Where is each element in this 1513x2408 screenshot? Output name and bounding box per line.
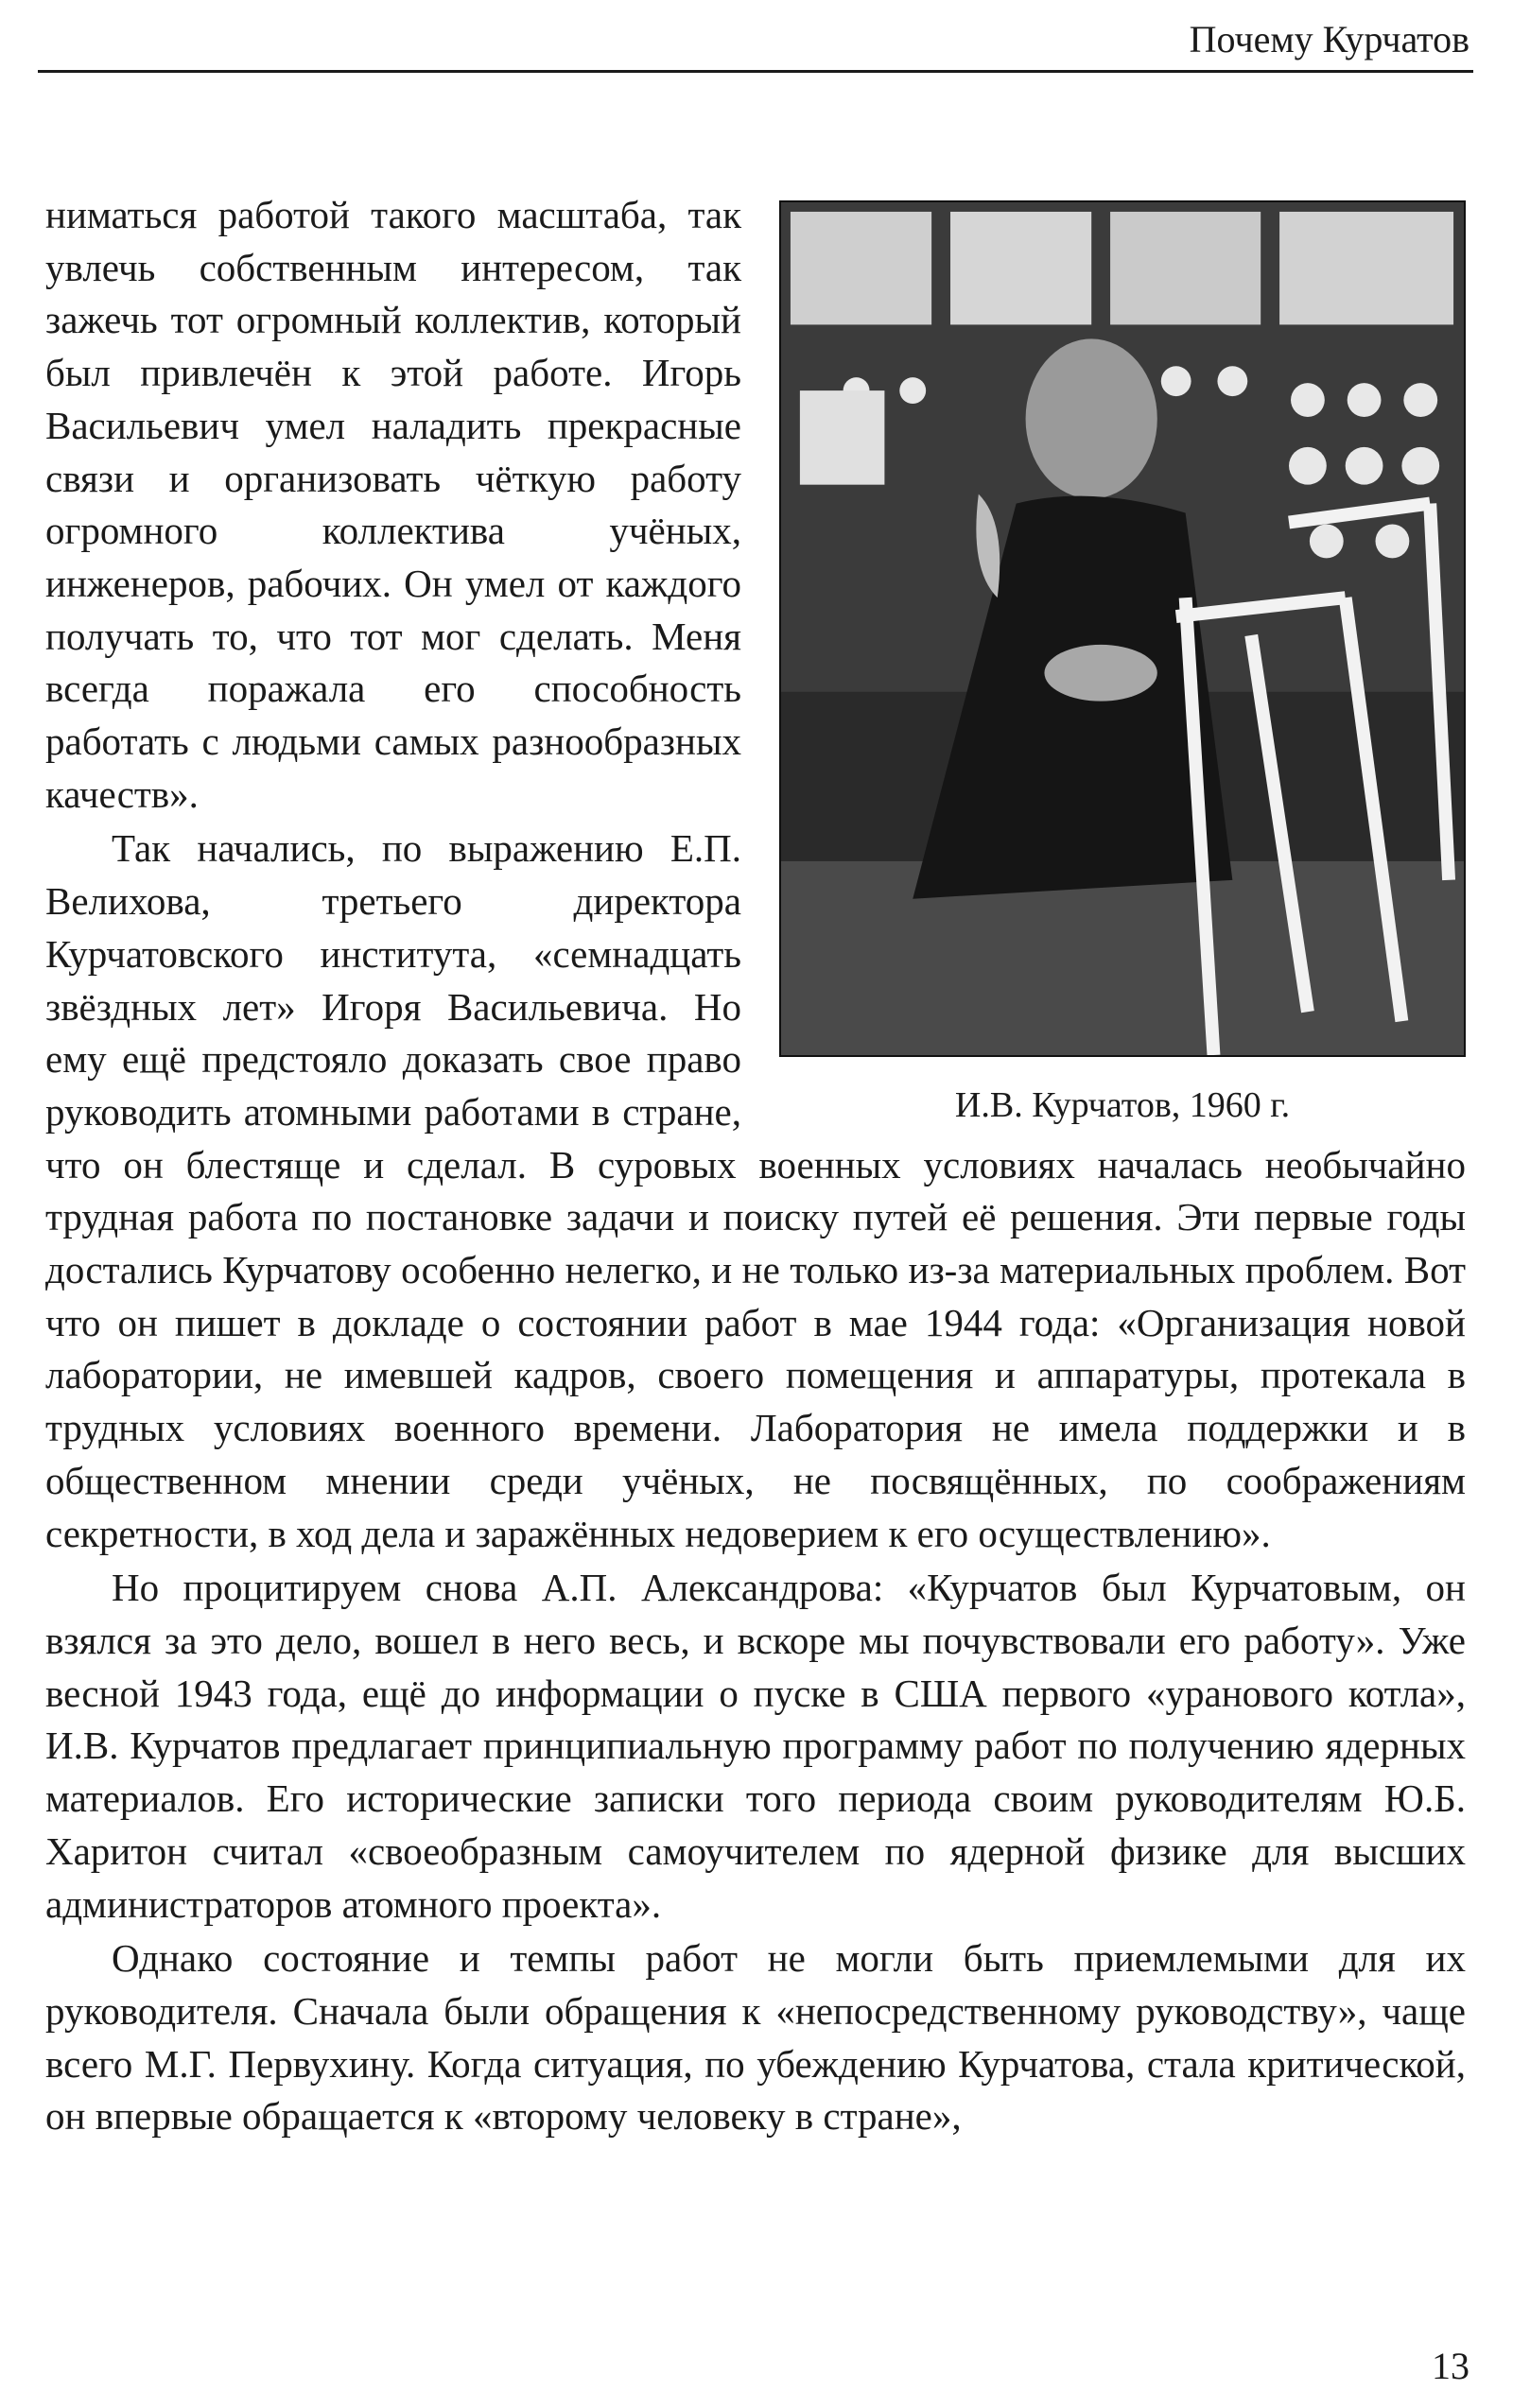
- body-text: [45, 189, 1466, 2143]
- header-rule: [38, 70, 1473, 73]
- running-title: Почему Курчатов: [1189, 18, 1470, 61]
- paragraph: Однако состояние и темпы работ не могли быть приемлемыми для их руководителя. Сначала были обращения к «непосредственному руководству», чаще всего М.Г. Первухину. Когда ситуация, по убеждению Курчатова, стала критической, он впервые обращается к «второму человеку в стране»,: [45, 1936, 1466, 2139]
- figure: [779, 200, 1466, 1127]
- paragraph: Но процитируем снова А.П. Александрова: «Курчатов был Курчатовым, он взялся за это дело, вошел в него весь, и вскоре мы почувствовали его работу». Уже весной 1943 года, ещё до информации о пуске в США первого «уранового котла», И.В. Курчатов предлагает принципиальную программу работ по получению ядерных материалов. Его исторические записки того периода своим руководителям Ю.Б. Харитон считал «своеобразным самоучителем по ядерной физике для высших администраторов атомного проекта».: [45, 1566, 1466, 1926]
- page-number: 13: [1432, 2345, 1470, 2387]
- paragraph: Так начались, по выражению Е.П. Велихова, третьего директора Курчатовского института, «семнадцать звёздных лет» Игоря Васильевича. Но ему ещё предстояло доказать свое право руководить атомными работами в стране, что он блестяще и сделал. В суровых военных условиях началась необычайно трудная работа по постановке задачи и поиску путей её решения. Эти первые годы достались Курчатову особенно нелегко, и не только из-за материальных проблем. Вот что он пишет в докладе о состоянии работ в мае 1944 года: «Организация новой лаборатории, не имевшей кадров, своего помещения и аппаратуры, протекала в трудных условиях военного времени. Лаборатория не имела поддержки и в общественном мнении среди учёных, не посвящённых, по соображениям секретности, в ход дела и заражённых недоверием к его осуществлению».: [45, 826, 1466, 1555]
- portrait-photo: [779, 200, 1466, 1057]
- paragraph: ниматься работой такого масштаба, так увлечь собственным интересом, так зажечь тот огромный коллектив, который был привлечён к этой работе. Игорь Васильевич умел наладить прекрасные связи и организовать чёткую работу огромного коллектива учёных, инженеров, рабочих. Он умел от каждого получать то, что тот мог сделать. Меня всегда поражала его способность работать с людьми самых разнообразных качеств».: [45, 193, 741, 816]
- figure-caption: И.В. Курчатов, 1960 г.: [954, 1085, 1291, 1125]
